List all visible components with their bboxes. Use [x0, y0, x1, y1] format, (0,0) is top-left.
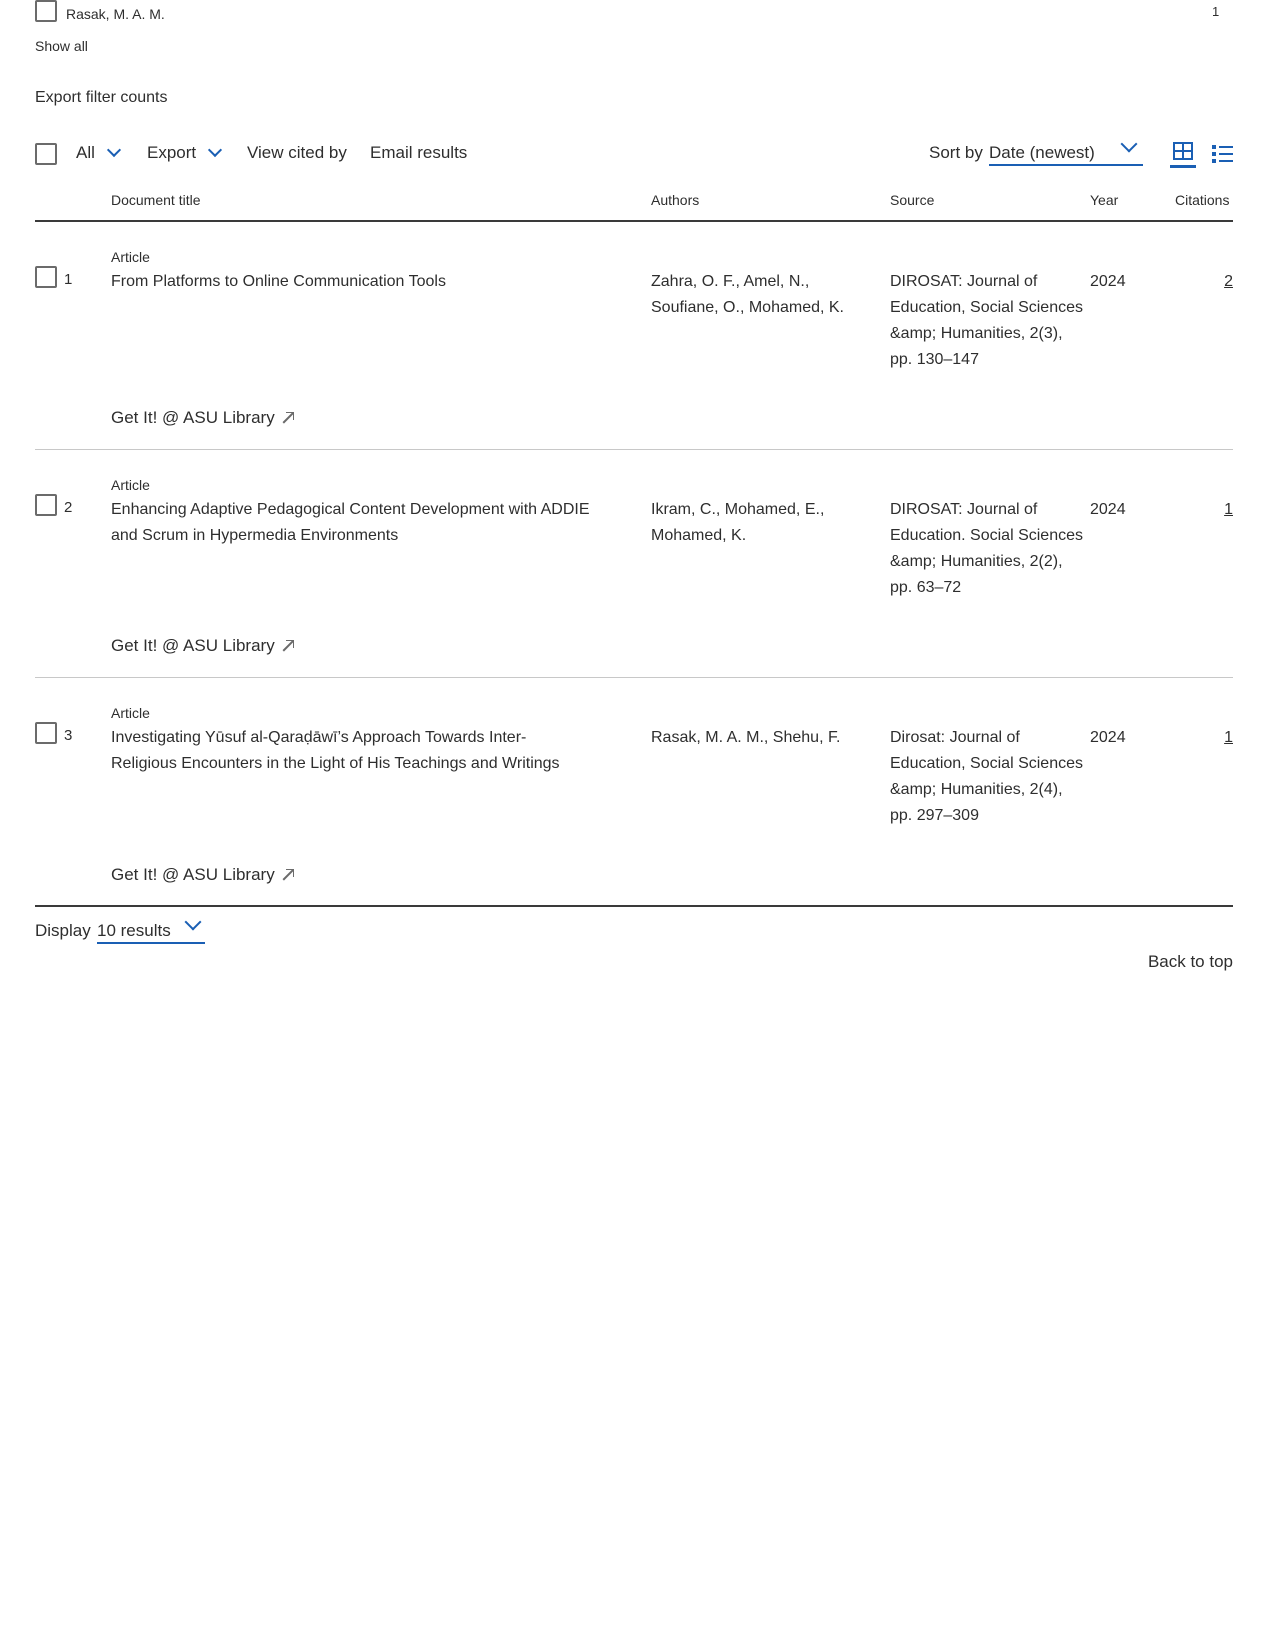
external-link-icon [281, 869, 293, 881]
results-per-page-select[interactable] [97, 918, 205, 944]
document-title-link[interactable]: Enhancing Adaptive Pedagogical Content Development with ADDIE and Scrum in Hypermedia Environments [111, 501, 590, 544]
document-year: 2024 [1090, 729, 1126, 746]
email-results-button[interactable]: Email results [370, 143, 468, 162]
row-checkbox[interactable] [35, 266, 57, 288]
row-number: 1 [64, 271, 73, 288]
sort-select[interactable] [989, 140, 1143, 166]
column-header-authors[interactable]: Authors [651, 192, 700, 208]
document-authors[interactable]: Zahra, O. F., Amel, N., Soufiane, O., Mohamed, K. [651, 273, 844, 316]
row-checkbox[interactable] [35, 494, 57, 516]
document-year: 2024 [1090, 501, 1126, 518]
get-it-library-link[interactable] [111, 636, 293, 656]
external-link-icon [281, 412, 293, 424]
chevron-down-icon [107, 143, 121, 157]
sort-by-label: Sort by [929, 143, 983, 162]
document-source[interactable]: DIROSAT: Journal of Education. Social Sciences &amp; Humanities, 2(2), pp. 63–72 [890, 501, 1083, 596]
results-per-page-value: 10 results [97, 921, 171, 940]
select-all-checkbox[interactable] [35, 143, 57, 165]
column-header-source[interactable]: Source [890, 192, 935, 208]
filter-checkbox[interactable] [35, 0, 57, 22]
document-year: 2024 [1090, 273, 1126, 290]
document-title-link[interactable]: From Platforms to Online Communication Tools [111, 273, 446, 290]
row-number: 3 [64, 727, 73, 744]
sort-select-value: Date (newest) [989, 143, 1095, 162]
view-cited-by-button[interactable]: View cited by [247, 143, 347, 162]
document-authors[interactable]: Rasak, M. A. M., Shehu, F. [651, 729, 841, 746]
row-number: 2 [64, 499, 73, 516]
select-all-dropdown[interactable] [76, 143, 119, 163]
document-title-link[interactable]: Investigating Yūsuf al-Qaraḍāwī’s Approach Towards Inter-Religious Encounters in the Light of His Teachings and Writings [111, 729, 560, 772]
row-divider [35, 449, 1233, 450]
show-all-link[interactable]: Show all [35, 38, 88, 54]
external-link-icon [281, 640, 293, 652]
column-header-title[interactable]: Document title [111, 192, 201, 208]
library-link-label: Get It! @ ASU Library [111, 636, 275, 655]
document-type: Article [111, 705, 150, 721]
document-source[interactable]: Dirosat: Journal of Education, Social Sciences &amp; Humanities, 2(4), pp. 297–309 [890, 729, 1083, 824]
citations-count-link[interactable]: 1 [1224, 729, 1233, 746]
row-checkbox[interactable] [35, 722, 57, 744]
column-header-citations[interactable]: Citations [1175, 192, 1230, 208]
chevron-down-icon [208, 143, 222, 157]
column-header-year[interactable]: Year [1090, 192, 1119, 208]
table-row [0, 691, 1275, 906]
table-row [0, 235, 1275, 450]
select-all-label: All [76, 143, 95, 162]
back-to-top-link[interactable]: Back to top [1147, 952, 1233, 971]
library-link-label: Get It! @ ASU Library [111, 408, 275, 427]
library-link-label: Get It! @ ASU Library [111, 865, 275, 884]
grid-view-icon[interactable] [1170, 140, 1196, 168]
list-view-icon[interactable] [1210, 140, 1236, 168]
filter-item-label: Rasak, M. A. M. [66, 6, 165, 22]
export-filter-counts-link[interactable]: Export filter counts [35, 89, 168, 106]
export-dropdown[interactable] [147, 143, 220, 163]
document-type: Article [111, 477, 150, 493]
table-header-divider [35, 220, 1233, 222]
table-bottom-divider [35, 905, 1233, 907]
chevron-down-icon [1121, 136, 1138, 153]
document-authors[interactable]: Ikram, C., Mohamed, E., Mohamed, K. [651, 501, 825, 544]
row-divider [35, 677, 1233, 678]
chevron-down-icon [185, 914, 202, 931]
export-label: Export [147, 143, 197, 162]
display-label: Display [35, 921, 91, 940]
get-it-library-link[interactable] [111, 408, 293, 428]
document-source[interactable]: DIROSAT: Journal of Education, Social Sciences &amp; Humanities, 2(3), pp. 130–147 [890, 273, 1083, 368]
citations-count-link[interactable]: 1 [1224, 501, 1233, 518]
table-row [0, 463, 1275, 678]
citations-count-link[interactable]: 2 [1224, 273, 1233, 290]
document-type: Article [111, 249, 150, 265]
filter-item-count: 1 [1212, 4, 1220, 19]
get-it-library-link[interactable] [111, 865, 293, 885]
